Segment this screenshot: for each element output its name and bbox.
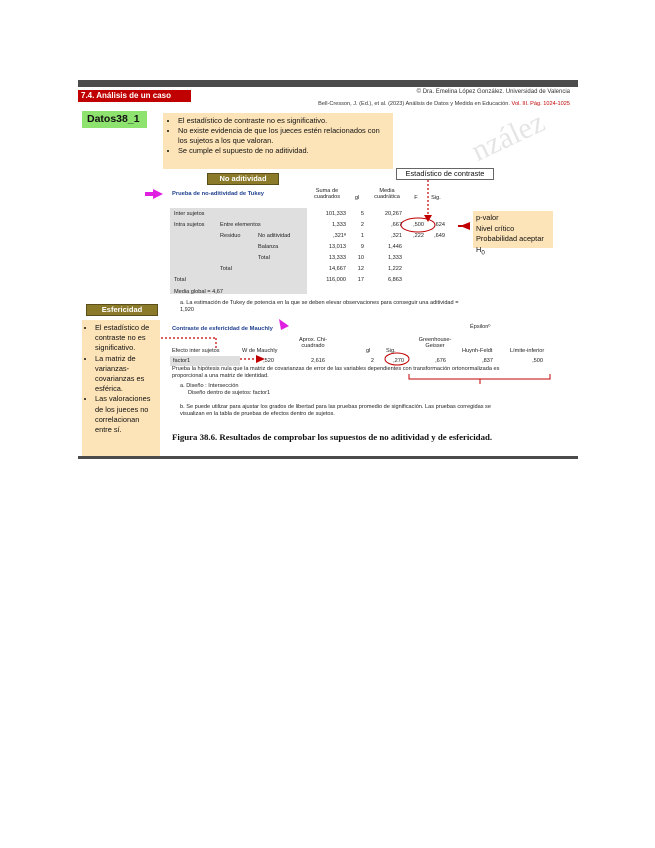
cell: Entre elementos	[220, 222, 261, 228]
cell: 9	[360, 244, 364, 250]
cell: 6,863	[388, 277, 402, 283]
annotation-sub: 0	[481, 248, 485, 256]
cell: ,676	[435, 358, 446, 364]
cell-f: ,500	[413, 222, 424, 228]
cell: Residuo	[220, 233, 241, 239]
col-chi: Aprox. Chi-cuadrado	[299, 337, 327, 349]
annotation-line3	[476, 234, 550, 258]
col-sig: Sig.	[431, 195, 441, 201]
cell: 14,667	[328, 266, 346, 272]
cell: Total	[258, 255, 270, 261]
mauchly-fn2: a. Diseño : Intersección	[180, 383, 239, 389]
cell: 2,616	[311, 358, 325, 364]
annotation-line1: p-valor	[476, 213, 499, 222]
no-aditividad-label: No aditividad	[207, 173, 279, 185]
epsilon-header: Épsilonᵇ	[470, 324, 491, 330]
section-title: 7.4. Análisis de un caso	[78, 90, 191, 102]
cell: 101,333	[325, 211, 346, 217]
cell: Total	[174, 277, 186, 283]
mauchly-fn4: b. Se puede utilizar para ajustar los grados de libertad para las pruebas promedio de significación. Las pruebas corregidas se visualizan en la tabla de pruebas de efectos dentro de sujetos.	[180, 404, 491, 417]
mauchly-fn3: Diseño dentro de sujetos: factor1	[188, 390, 271, 396]
col-li: Límite-inferior	[510, 348, 545, 354]
col-hf: Huynh-Feldt	[462, 348, 493, 354]
tukey-title: Prueba de no-aditividad de Tukey	[172, 191, 265, 197]
cell: 116,000	[326, 277, 346, 283]
mauchly-fn1: Prueba la hipótesis nula que la matriz de covarianzas de error de las variables dependientes con transformación ortonormalizada es proporcional a una matriz de identidad.	[172, 366, 500, 379]
tukey-footnote1: Media global = 4,67	[174, 289, 223, 295]
magenta-arrow-shaft	[145, 192, 154, 196]
tukey-footnote2: a. La estimación de Tukey de potencia en la que se deben elevar observaciones para conseguir una aditividad = 1,920	[180, 300, 459, 313]
estadistico-label: Estadístico de contraste	[396, 168, 494, 180]
cell: ,500	[532, 358, 543, 364]
mauchly-table	[170, 322, 555, 367]
col-efecto: Efecto inter sujetos	[172, 348, 220, 354]
note-item: • Se cumple el supuesto de no aditividad.	[178, 146, 388, 156]
cell: 13,013	[328, 244, 346, 250]
col-sig: Sig.	[386, 348, 396, 354]
cell: 10	[357, 255, 364, 261]
annotation-line3-text: Probabilidad aceptar H	[476, 234, 544, 254]
note-item: • No existe evidencia de que los jueces estén relacionados con los sujetos a los que valoran.	[178, 126, 388, 146]
cell: ,321	[391, 233, 402, 239]
esfericidad-label: Esfericidad	[86, 304, 158, 316]
col-gl: gl	[354, 195, 360, 201]
cell-sig: ,270	[393, 358, 404, 364]
cell: 20,267	[384, 211, 402, 217]
figure-caption: Figura 38.6. Resultados de comprobar los supuestos de no aditividad y de esfericidad.	[172, 432, 493, 442]
cell: ,667	[391, 222, 402, 228]
cell: 2	[370, 358, 374, 364]
col-gg: Greenhouse-Geisser	[418, 337, 452, 349]
cell: 1,333	[388, 255, 402, 261]
cell-f: ,222	[413, 233, 424, 239]
reference-page: Vol. III. Pág. 1024-1025	[511, 101, 570, 107]
watermark: nzález	[466, 105, 550, 168]
cell-sig: ,624	[434, 222, 445, 228]
col-f: F	[414, 195, 418, 201]
cell: 1,222	[388, 266, 402, 272]
cell: Inter sujetos	[174, 211, 205, 217]
mauchly-title: Contraste de esfericidad de Mauchly	[172, 326, 273, 332]
cell: 5	[360, 211, 364, 217]
cell: ,520	[263, 358, 274, 364]
cell: ,837	[482, 358, 493, 364]
cell: 1,446	[388, 244, 402, 250]
note-item: • El estadístico de contraste no es significativo.	[178, 116, 388, 126]
row-labels-bg	[170, 208, 307, 294]
reference-text: Bell-Cresson, J. (Ed.), et al. (2023) Análisis de Datos y Medida en Educación.	[318, 101, 510, 107]
note-item: • Las valoraciones de los jueces no correlacionan entre sí.	[95, 394, 157, 435]
cell: No aditividad	[258, 233, 291, 239]
cell-sig: ,649	[434, 233, 445, 239]
cell: 12	[357, 266, 364, 272]
cell: ,321ª	[333, 233, 346, 239]
annotation-line2: Nivel crítico	[476, 223, 515, 233]
cell: Intra sujetos	[174, 222, 205, 228]
cell: 13,333	[328, 255, 346, 261]
cell: 2	[360, 222, 364, 228]
note-item: • El estadístico de contraste no es significativo.	[95, 323, 157, 354]
col-ss: Suma de cuadrados	[313, 188, 341, 200]
magenta-arrow-icon	[153, 189, 163, 199]
cell: factor1	[173, 358, 191, 364]
copyright: © Dra. Emelina López González. Universidad de Valencia	[416, 89, 570, 95]
dataset-label: Datos38_1	[82, 111, 147, 128]
cell: 1,333	[332, 222, 346, 228]
bottom-rule	[78, 456, 578, 459]
cell: 1	[360, 233, 364, 239]
col-w: W de Mauchly	[242, 348, 278, 354]
esfericidad-note	[82, 320, 160, 458]
cell: 17	[357, 277, 364, 283]
col-gl: gl	[366, 348, 371, 354]
note-item: • La matriz de varianzas-covarianzas es esférica.	[95, 354, 157, 395]
cell: Total	[220, 266, 232, 272]
pvalue-annotation	[473, 211, 553, 256]
tukey-table	[170, 186, 465, 304]
col-ms: Media cuadrática	[374, 188, 400, 200]
cell: Balanza	[258, 244, 279, 250]
